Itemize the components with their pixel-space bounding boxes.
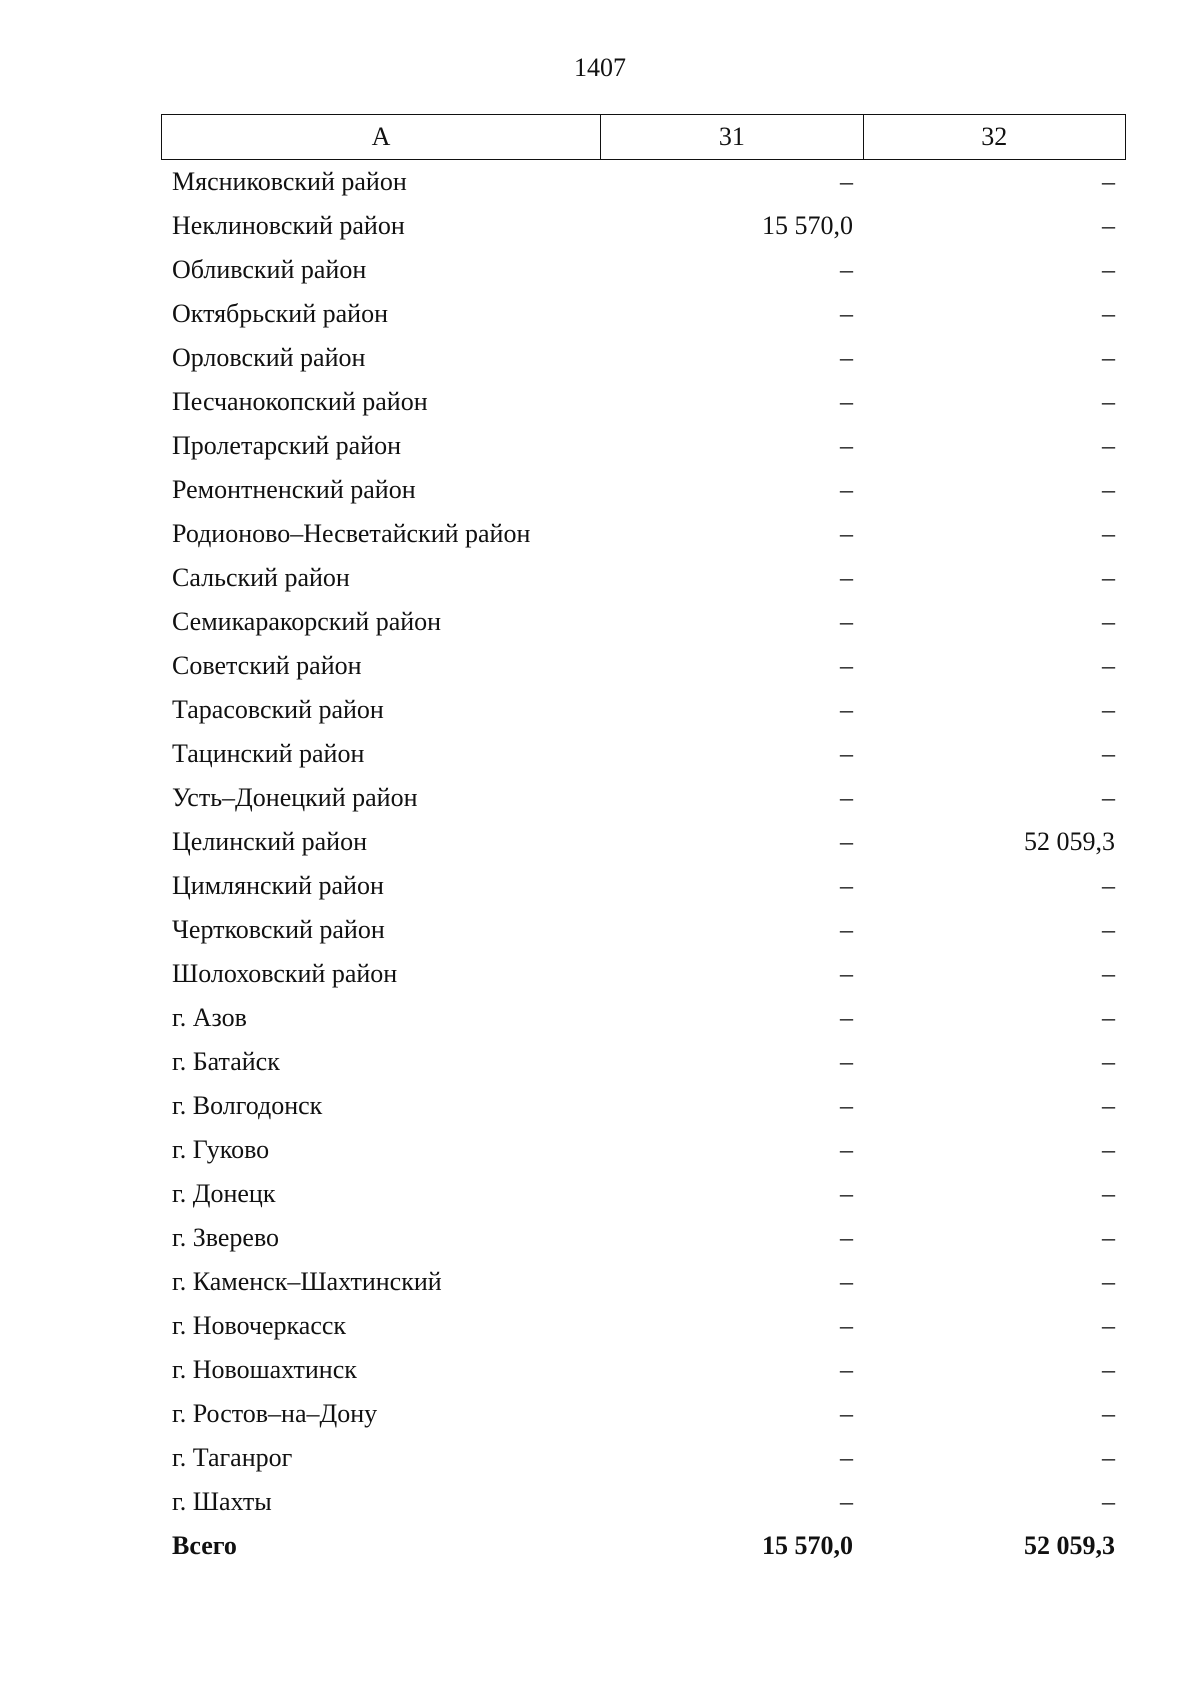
row-cell-31: – — [840, 607, 853, 636]
table-row — [161, 1128, 1126, 1172]
row-label: Октябрьский район — [172, 299, 388, 328]
table-row — [161, 512, 1126, 556]
row-cell-32: 52 059,3 — [1024, 827, 1115, 856]
row-cell-31: – — [840, 343, 853, 372]
row-cell-31: – — [840, 783, 853, 812]
table-row — [161, 732, 1126, 776]
table-total-row — [161, 1524, 1126, 1568]
row-cell-32: – — [1102, 1443, 1115, 1472]
row-cell-31: – — [840, 1311, 853, 1340]
page-number: 1407 — [574, 53, 626, 82]
row-cell-32: – — [1102, 1311, 1115, 1340]
table-row — [161, 1436, 1126, 1480]
row-cell-31: – — [840, 255, 853, 284]
row-cell-32: – — [1102, 475, 1115, 504]
row-label: Пролетарский район — [172, 431, 402, 460]
row-label: г. Каменск–Шахтинский — [172, 1267, 442, 1296]
row-cell-31: 15 570,0 — [762, 211, 853, 240]
table-row — [161, 776, 1126, 820]
row-cell-32: – — [1102, 607, 1115, 636]
table-row — [161, 1216, 1126, 1260]
table-row — [161, 688, 1126, 732]
row-label: г. Донецк — [172, 1179, 276, 1208]
row-cell-31: – — [840, 1135, 853, 1164]
row-label: г. Новошахтинск — [172, 1355, 357, 1384]
row-cell-32: – — [1102, 1399, 1115, 1428]
table-row — [161, 1260, 1126, 1304]
row-label: Усть–Донецкий район — [172, 783, 418, 812]
table-row — [161, 1172, 1126, 1216]
row-label: Семикаракорский район — [172, 607, 442, 636]
header-cell-31: 31 — [601, 115, 863, 159]
row-cell-31: – — [840, 1223, 853, 1252]
table-row — [161, 600, 1126, 644]
table-row — [161, 1084, 1126, 1128]
row-cell-32: – — [1102, 959, 1115, 988]
table-body — [161, 160, 1126, 1524]
row-cell-31: – — [840, 915, 853, 944]
row-label: г. Гуково — [172, 1135, 270, 1164]
total-cell-32: 52 059,3 — [1024, 1531, 1115, 1560]
table-row — [161, 292, 1126, 336]
row-cell-32: – — [1102, 651, 1115, 680]
row-cell-31: – — [840, 651, 853, 680]
row-label: г. Шахты — [172, 1487, 272, 1516]
row-label: Чертковский район — [172, 915, 385, 944]
row-label: г. Волгодонск — [172, 1091, 323, 1120]
table-header-row — [161, 114, 1126, 160]
row-label: г. Новочеркасск — [172, 1311, 347, 1340]
row-cell-31: – — [840, 739, 853, 768]
row-label: Песчанокопский район — [172, 387, 428, 416]
row-cell-32: – — [1102, 1355, 1115, 1384]
total-label: Всего — [172, 1531, 237, 1560]
table-row — [161, 556, 1126, 600]
row-cell-31: – — [840, 475, 853, 504]
table-row — [161, 820, 1126, 864]
row-cell-31: – — [840, 563, 853, 592]
row-label: Родионово–Несветайский район — [172, 519, 531, 548]
row-label: Сальский район — [172, 563, 350, 592]
table-row — [161, 644, 1126, 688]
row-label: Целинский район — [172, 827, 367, 856]
row-cell-31: – — [840, 1487, 853, 1516]
row-cell-31: – — [840, 1179, 853, 1208]
row-cell-32: – — [1102, 1223, 1115, 1252]
row-cell-31: – — [840, 1003, 853, 1032]
table-row — [161, 996, 1126, 1040]
row-cell-32: – — [1102, 1179, 1115, 1208]
row-cell-31: – — [840, 695, 853, 724]
row-cell-32: – — [1102, 1003, 1115, 1032]
row-cell-32: – — [1102, 1135, 1115, 1164]
header-cell-a: А — [162, 115, 601, 159]
table-row — [161, 1304, 1126, 1348]
row-cell-32: – — [1102, 167, 1115, 196]
row-label: Неклиновский район — [172, 211, 405, 240]
row-label: г. Батайск — [172, 1047, 280, 1076]
table-row — [161, 424, 1126, 468]
table-row — [161, 248, 1126, 292]
row-label: Орловский район — [172, 343, 366, 372]
row-label: Тарасовский район — [172, 695, 384, 724]
header-cell-32: 32 — [981, 122, 1008, 151]
row-label: г. Зверево — [172, 1223, 280, 1252]
row-label: Мясниковский район — [172, 167, 407, 196]
table-row — [161, 952, 1126, 996]
table-row — [161, 1040, 1126, 1084]
row-cell-32: – — [1102, 871, 1115, 900]
row-cell-32: – — [1102, 783, 1115, 812]
row-cell-32: – — [1102, 519, 1115, 548]
row-cell-31: – — [840, 1355, 853, 1384]
row-cell-31: – — [840, 1267, 853, 1296]
row-label: Ремонтненский район — [172, 475, 416, 504]
row-label: Тацинский район — [172, 739, 365, 768]
row-label: Шолоховский район — [172, 959, 398, 988]
table-row — [161, 160, 1126, 204]
row-cell-32: – — [1102, 915, 1115, 944]
row-cell-32: – — [1102, 387, 1115, 416]
table-row — [161, 380, 1126, 424]
row-cell-31: – — [840, 1047, 853, 1076]
row-cell-31: – — [840, 167, 853, 196]
row-cell-32: – — [1102, 1487, 1115, 1516]
row-cell-31: – — [840, 299, 853, 328]
row-cell-32: – — [1102, 1267, 1115, 1296]
row-cell-32: – — [1102, 431, 1115, 460]
table-row — [161, 204, 1126, 248]
row-cell-32: – — [1102, 299, 1115, 328]
row-cell-32: – — [1102, 739, 1115, 768]
total-cell-31: 15 570,0 — [762, 1531, 853, 1560]
row-cell-31: – — [840, 959, 853, 988]
row-label: г. Азов — [172, 1003, 247, 1032]
row-cell-32: – — [1102, 211, 1115, 240]
row-cell-32: – — [1102, 695, 1115, 724]
table-row — [161, 1348, 1126, 1392]
table-row — [161, 1392, 1126, 1436]
row-cell-32: – — [1102, 255, 1115, 284]
table-row — [161, 1480, 1126, 1524]
row-label: г. Ростов–на–Дону — [172, 1399, 378, 1428]
table-row — [161, 908, 1126, 952]
row-cell-31: – — [840, 827, 853, 856]
row-cell-31: – — [840, 1091, 853, 1120]
row-cell-32: – — [1102, 563, 1115, 592]
table-row — [161, 336, 1126, 380]
row-label: г. Таганрог — [172, 1443, 293, 1472]
row-cell-32: – — [1102, 343, 1115, 372]
row-cell-31: – — [840, 387, 853, 416]
row-label: Обливский район — [172, 255, 367, 284]
table-row — [161, 468, 1126, 512]
data-table — [161, 114, 1126, 1568]
table-row — [161, 864, 1126, 908]
row-cell-31: – — [840, 431, 853, 460]
row-cell-31: – — [840, 1399, 853, 1428]
row-cell-31: – — [840, 519, 853, 548]
row-cell-31: – — [840, 871, 853, 900]
row-cell-32: – — [1102, 1091, 1115, 1120]
row-cell-32: – — [1102, 1047, 1115, 1076]
row-label: Советский район — [172, 651, 362, 680]
row-label: Цимлянский район — [172, 871, 384, 900]
row-cell-31: – — [840, 1443, 853, 1472]
